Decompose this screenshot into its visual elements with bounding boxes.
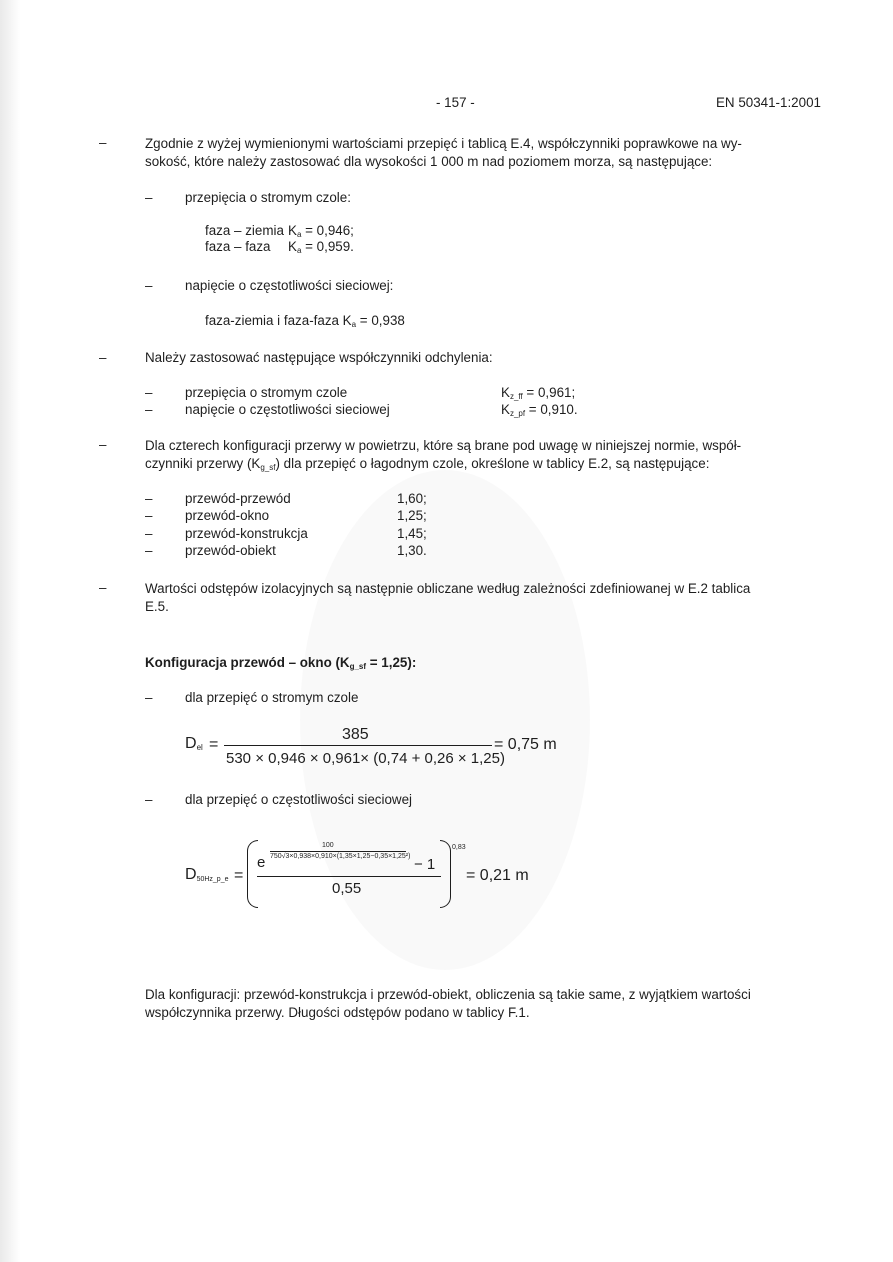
steep-row-value bbox=[288, 223, 354, 239]
right-paren bbox=[440, 840, 451, 908]
page-number: - 157 - bbox=[436, 95, 475, 110]
exp-fraction-line bbox=[270, 851, 406, 852]
formula-numerator: 385 bbox=[342, 726, 369, 743]
power-text: faza-ziemia i faza-faza K bbox=[205, 313, 352, 328]
bullet-dash: – bbox=[145, 190, 153, 205]
formula-equals: = bbox=[234, 867, 244, 884]
title-sub: g_sf bbox=[349, 662, 367, 671]
gap-value: 1,45; bbox=[397, 526, 427, 541]
power-calc-label: dla przepięć o częstotliwości sieciowej bbox=[185, 792, 412, 807]
bullet-dash: – bbox=[99, 580, 107, 595]
title-part: = 1,25): bbox=[366, 655, 417, 670]
deviation-value bbox=[501, 402, 578, 418]
formula-lhs bbox=[185, 866, 228, 884]
gap-value: 1,30. bbox=[397, 543, 427, 558]
scan-edge bbox=[0, 0, 20, 1262]
power-sub: a bbox=[351, 320, 357, 329]
lhs-sub: 50Hz_p_e bbox=[196, 876, 229, 883]
bullet-dash: – bbox=[145, 526, 153, 541]
exp-base: e bbox=[257, 854, 266, 871]
paragraph-altitude-factors bbox=[145, 135, 823, 171]
bullet-dash: – bbox=[145, 385, 153, 400]
steep-calc-label: dla przepięć o stromym czole bbox=[185, 690, 359, 705]
factor-symbol: K bbox=[288, 239, 297, 254]
section-title bbox=[145, 655, 416, 671]
bullet-dash: – bbox=[145, 491, 153, 506]
bullet-dash: – bbox=[145, 543, 153, 558]
exp-denominator: 750√3×0,938×0,910×(1,35×1,25−0,35×1,25²) bbox=[270, 853, 411, 860]
paragraph-line bbox=[145, 455, 823, 477]
gap-label: przewód-konstrukcja bbox=[185, 526, 308, 541]
bullet-dash: – bbox=[145, 508, 153, 523]
minus-one: − 1 bbox=[414, 856, 436, 873]
exp-numerator: 100 bbox=[322, 842, 334, 849]
deviation-label: przepięcia o stromym czole bbox=[185, 385, 348, 400]
paragraph-line: sokość, które należy zastosować dla wysokości 1 000 m nad poziomem morza, są następujące: bbox=[145, 154, 713, 169]
paragraph-deviation: Należy zastosować następujące współczynniki odchylenia: bbox=[145, 350, 493, 365]
factor-symbol: K bbox=[501, 385, 510, 400]
factor-sub: z_pf bbox=[509, 409, 526, 418]
steep-row-name: faza – ziemia bbox=[205, 223, 284, 238]
factor-value: = 0,961; bbox=[522, 385, 576, 400]
factor-symbol: K bbox=[288, 223, 297, 238]
lhs-sub: el bbox=[196, 743, 203, 752]
factor-symbol: K bbox=[501, 402, 510, 417]
deviation-label: napięcie o częstotliwości sieciowej bbox=[185, 402, 390, 417]
paragraph-line: Dla konfiguracji: przewód-konstrukcja i przewód-obiekt, obliczenia są takie same, z wyjątkiem wartości bbox=[145, 987, 751, 1002]
deviation-value bbox=[501, 385, 575, 401]
gap-label: przewód-obiekt bbox=[185, 543, 276, 558]
factor-sub: z_ff bbox=[509, 392, 523, 401]
title-part: Konfiguracja przewód – okno (K bbox=[145, 655, 350, 670]
paragraph-line: współczynnika przerwy. Długości odstępów podano w tablicy F.1. bbox=[145, 1005, 530, 1020]
steep-label: przepięcia o stromym czole: bbox=[185, 190, 351, 205]
fraction-line bbox=[257, 876, 441, 877]
text-part: czynniki przerwy (K bbox=[145, 456, 261, 471]
steep-row-value bbox=[288, 239, 354, 255]
paragraph-gap-factors bbox=[145, 437, 823, 477]
standard-id: EN 50341-1:2001 bbox=[716, 95, 821, 110]
paragraph-line: Wartości odstępów izolacyjnych są następnie obliczane według zależności zdefiniowanej w E.2 tablica bbox=[145, 581, 751, 596]
factor-value: = 0,959. bbox=[305, 239, 354, 254]
text-part: ) dla przepięć o łagodnym czole, określone w tablicy E.2, są następujące: bbox=[275, 456, 710, 471]
factor-value: = 0,910. bbox=[525, 402, 578, 417]
gap-label: przewód-przewód bbox=[185, 491, 291, 506]
formula-denominator: 530 × 0,946 × 0,961× (0,74 + 0,26 × 1,25) bbox=[226, 750, 505, 767]
paragraph-clearances bbox=[145, 580, 831, 616]
bullet-dash: – bbox=[145, 690, 153, 705]
gap-label: przewód-okno bbox=[185, 508, 270, 523]
formula-equals: = bbox=[209, 736, 219, 753]
bullet-dash: – bbox=[145, 402, 153, 417]
formula-result: = 0,21 m bbox=[466, 867, 529, 884]
factor-sub: a bbox=[296, 246, 302, 255]
paragraph-line: E.5. bbox=[145, 599, 169, 614]
gap-value: 1,60; bbox=[397, 491, 427, 506]
left-paren bbox=[247, 840, 258, 908]
power-factor bbox=[205, 313, 405, 329]
lhs-symbol: D bbox=[185, 735, 197, 752]
formula-result: = 0,75 m bbox=[494, 736, 557, 753]
steep-row-name: faza – faza bbox=[205, 239, 271, 254]
paragraph-line: Dla czterech konfiguracji przerwy w powietrzu, które są brane pod uwagę w niniejszej normie, współ- bbox=[145, 438, 742, 453]
factor-value: = 0,946; bbox=[305, 223, 354, 238]
formula-power: 0,83 bbox=[452, 844, 466, 851]
bullet-dash: – bbox=[145, 792, 153, 807]
fraction-line bbox=[224, 745, 492, 746]
paragraph-line: Zgodnie z wyżej wymienionymi wartościami przepięć i tablicą E.4, współczynniki poprawkowe na wy- bbox=[145, 136, 742, 151]
bullet-dash: – bbox=[99, 350, 107, 365]
paragraph-conclusion bbox=[145, 986, 831, 1022]
bullet-dash: – bbox=[99, 437, 107, 452]
factor-sub: a bbox=[296, 230, 302, 239]
power-value: = 0,938 bbox=[356, 313, 405, 328]
bullet-dash: – bbox=[145, 278, 153, 293]
formula-denominator: 0,55 bbox=[332, 880, 362, 897]
power-label: napięcie o częstotliwości sieciowej: bbox=[185, 278, 394, 293]
formula-lhs bbox=[185, 735, 203, 753]
bullet-dash: – bbox=[99, 135, 107, 150]
text-sub: g_sf bbox=[260, 463, 276, 472]
lhs-symbol: D bbox=[185, 866, 197, 883]
gap-value: 1,25; bbox=[397, 508, 427, 523]
